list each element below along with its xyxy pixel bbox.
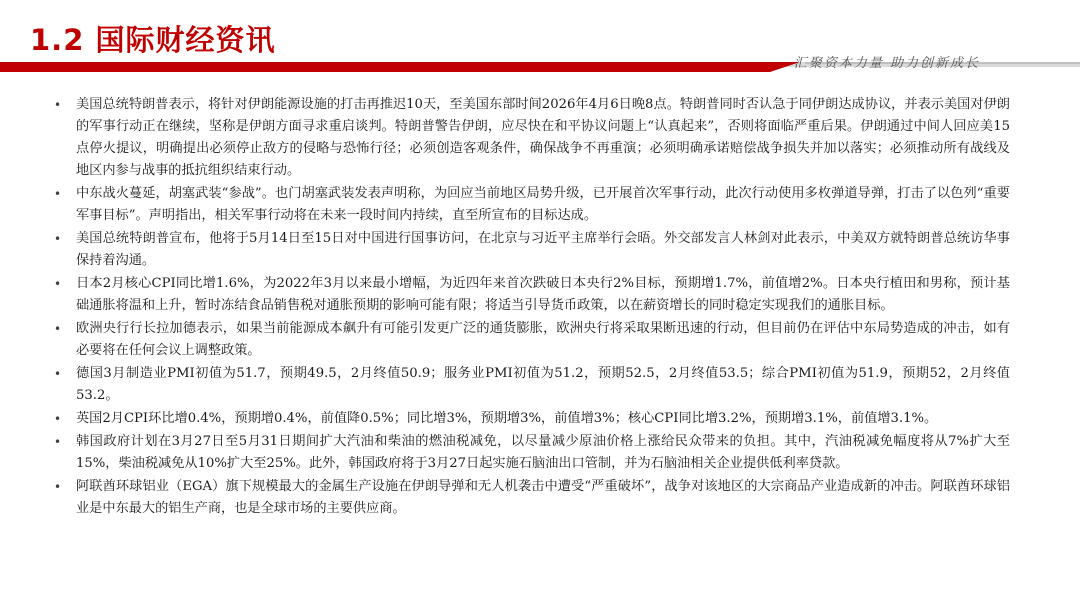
- bullet-icon: •: [54, 322, 62, 336]
- bullet-icon: •: [54, 412, 62, 426]
- news-text: 阿联酋环球铝业（EGA）旗下规模最大的金属生产设施在伊朗导弹和无人机袭击中遭受“严重破坏”，战争对该地区的大宗商品产业造成新的冲击。阿联酋环球铝业是中东最大的铝生产商，也是全球市场的主要供应商。: [76, 479, 1010, 516]
- news-text: 韩国政府计划在3月27日至5月31日期间扩大汽油和柴油的燃油税减免，以尽量减少原油价格上涨给民众带来的负担。其中，汽油税减免幅度将从7%扩大至15%，柴油税减免从10%扩大至25%。此外，韩国政府将于3月27日起实施石脑油出口管制，并为石脑油相关企业提供低利率贷款。: [76, 434, 1010, 471]
- news-text: 欧洲央行行长拉加德表示，如果当前能源成本飙升有可能引发更广泛的通货膨胀，欧洲央行将采取果断迅速的行动，但目前仍在评估中东局势造成的冲击，如有必要将在任何会议上调整政策。: [76, 321, 1010, 358]
- slogan: 汇聚资本力量 助力创新成长: [793, 56, 980, 71]
- news-text: 美国总统特朗普宣布，他将于5月14日至15日对中国进行国事访问，在北京与习近平主席举行会晤。外交部发言人林剑对此表示，中美双方就特朗普总统访华事保持着沟通。: [76, 231, 1010, 268]
- news-list: [50, 94, 1010, 521]
- bullet-icon: •: [54, 232, 62, 246]
- list-item: [50, 183, 1010, 227]
- news-text: 德国3月制造业PMI初值为51.7，预期49.5，2月终值50.9；服务业PMI初值为51.2，预期52.5，2月终值53.5；综合PMI初值为51.9，预期52，2月终值53.2。: [76, 366, 1010, 403]
- list-item: [50, 318, 1010, 362]
- news-text: 日本2月核心CPI同比增1.6%，为2022年3月以来最小增幅，为近四年来首次跌破日本央行2%目标，预期增1.7%，前值增2%。日本央行植田和男称，预计基础通胀将温和上升，暂时冻结食品销售税对通胀预期的影响可能有限；将适当引导货币政策，以在薪资增长的同时稳定实现我们的通胀目标。: [76, 276, 1010, 313]
- news-text: 英国2月CPI环比增0.4%，预期增0.4%，前值降0.5%；同比增3%，预期增3%，前值增3%；核心CPI同比增3.2%，预期增3.1%，前值增3.1%。: [76, 411, 938, 426]
- bullet-icon: •: [54, 277, 62, 291]
- list-item: [50, 431, 1010, 475]
- list-item: [50, 94, 1010, 182]
- list-item: [50, 228, 1010, 272]
- list-item: [50, 273, 1010, 317]
- bullet-icon: •: [54, 187, 62, 201]
- news-text: 中东战火蔓延，胡塞武装“参战”。也门胡塞武装发表声明称，为回应当前地区局势升级，已开展首次军事行动，此次行动使用多枚弹道导弹，打击了以色列“重要军事目标”。声明指出，相关军事行动将在未来一段时间内持续，直至所宣布的目标达成。: [76, 186, 1010, 223]
- list-item: [50, 408, 1010, 430]
- news-text: 美国总统特朗普表示，将针对伊朗能源设施的打击再推迟10天，至美国东部时间2026年4月6日晚8点。特朗普同时否认急于同伊朗达成协议，并表示美国对伊朗的军事行动正在继续，坚称是伊朗方面寻求重启谈判。特朗普警告伊朗，应尽快在和平协议问题上“认真起来”，否则将面临严重后果。伊朗通过中间人回应美15点停火提议，明确提出必须停止敌方的侵略与恐怖行径；必须创造客观条件，确保战争不再重演；必须明确承诺赔偿战争损失并加以落实；必须推动所有战线及地区内参与战事的抵抗组织结束行动。: [76, 97, 1010, 178]
- bullet-icon: •: [54, 435, 62, 449]
- bullet-icon: •: [54, 480, 62, 494]
- bullet-icon: •: [54, 367, 62, 381]
- page-title: 1.2 国际财经资讯: [30, 23, 276, 57]
- bullet-icon: •: [54, 98, 62, 112]
- list-item: [50, 363, 1010, 407]
- list-item: [50, 476, 1010, 520]
